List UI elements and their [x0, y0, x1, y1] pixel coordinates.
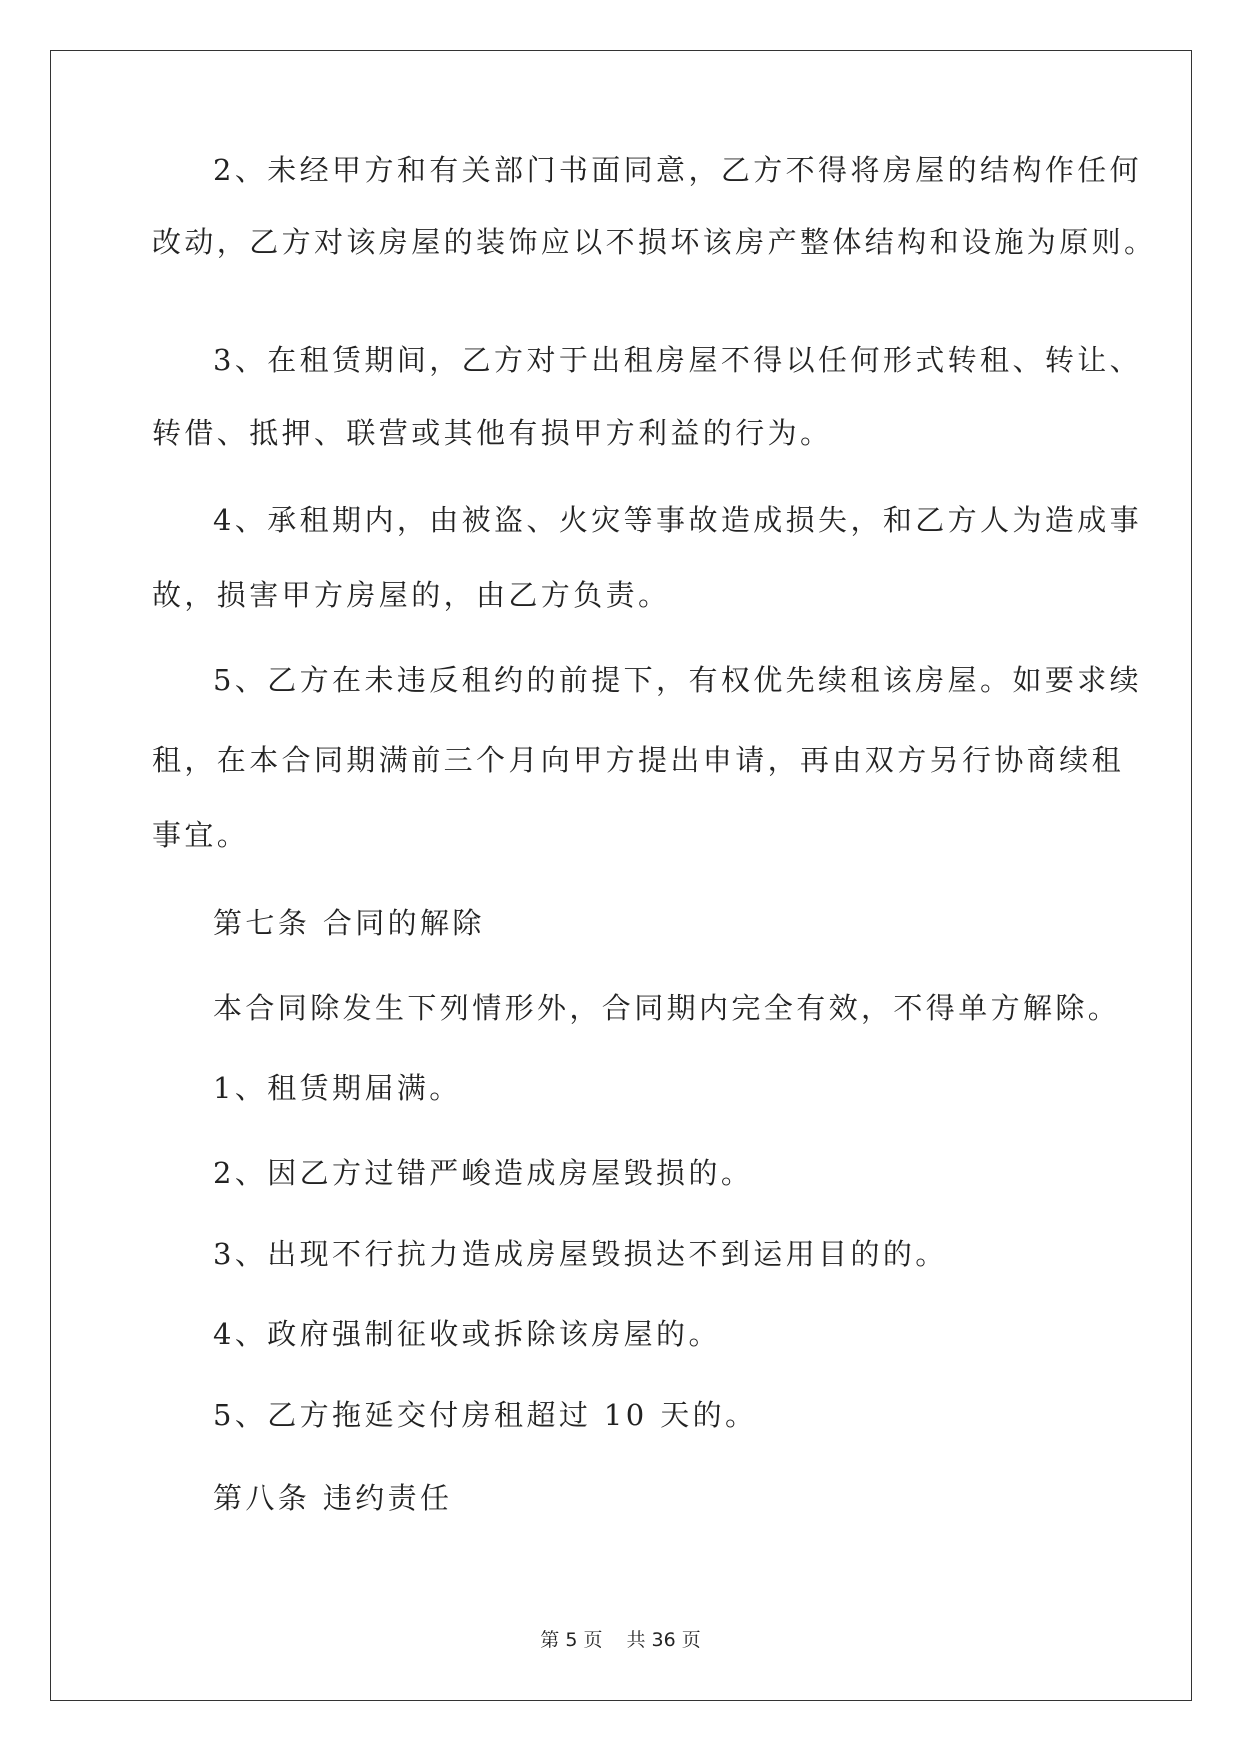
paragraph-line: 转借、抵押、联营或其他有损甲方利益的行为。 [152, 416, 833, 450]
paragraph-line: 事宜。 [152, 818, 250, 852]
list-item: 5、乙方拖延交付房租超过 10 天的。 [213, 1398, 758, 1432]
list-item: 2、因乙方过错严峻造成房屋毁损的。 [213, 1156, 754, 1190]
page-number: 第 5 页 [540, 1629, 603, 1651]
paragraph-line: 本合同除发生下列情形外，合同期内完全有效，不得单方解除。 [213, 991, 1121, 1025]
paragraph-line: 租，在本合同期满前三个月向甲方提出申请，再由双方另行协商续租 [152, 743, 1125, 777]
paragraph-line: 改动，乙方对该房屋的装饰应以不损坏该房产整体结构和设施为原则。 [152, 225, 1157, 259]
section-heading: 第七条 合同的解除 [213, 906, 485, 940]
paragraph-line: 3、在租赁期间，乙方对于出租房屋不得以任何形式转租、转让、 [213, 343, 1143, 377]
list-item: 3、出现不行抗力造成房屋毁损达不到运用目的的。 [213, 1237, 948, 1271]
paragraph-line: 故，损害甲方房屋的，由乙方负责。 [152, 578, 671, 612]
list-item: 4、政府强制征收或拆除该房屋的。 [213, 1317, 721, 1351]
list-item: 1、租赁期届满。 [213, 1071, 462, 1105]
page-footer [0, 1628, 1241, 1652]
paragraph-line: 2、未经甲方和有关部门书面同意，乙方不得将房屋的结构作任何 [213, 153, 1143, 187]
paragraph-line: 5、乙方在未违反租约的前提下，有权优先续租该房屋。如要求续 [213, 663, 1143, 697]
page-total: 共 36 页 [626, 1629, 701, 1651]
section-heading: 第八条 违约责任 [213, 1481, 453, 1515]
page-border [50, 50, 1192, 1701]
paragraph-line: 4、承租期内，由被盗、火灾等事故造成损失，和乙方人为造成事 [213, 503, 1143, 537]
